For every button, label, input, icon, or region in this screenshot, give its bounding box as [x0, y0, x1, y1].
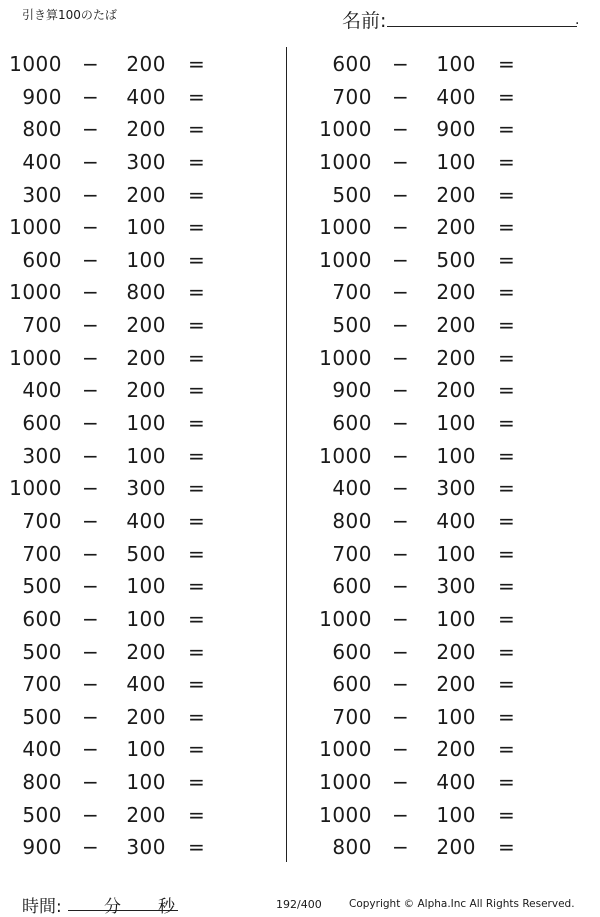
problem-row: [310, 275, 600, 308]
seconds-label: 秒: [158, 897, 175, 917]
problem-row: [0, 798, 290, 831]
subtrahend: 400: [436, 84, 476, 109]
equals-sign: =: [188, 737, 206, 762]
equals-sign: =: [188, 149, 206, 174]
equals-sign: =: [498, 313, 516, 338]
minus-sign: −: [392, 280, 410, 305]
problem-row: [310, 210, 600, 243]
subtrahend: 100: [436, 149, 476, 174]
problem-row: [310, 504, 600, 537]
minus-sign: −: [392, 182, 410, 207]
minuend: 600: [332, 411, 372, 436]
minuend: 800: [22, 117, 62, 142]
equals-sign: =: [188, 639, 206, 664]
minuend: 700: [332, 280, 372, 305]
equals-sign: =: [498, 737, 516, 762]
problem-row: [310, 798, 600, 831]
equals-sign: =: [188, 345, 206, 370]
minus-sign: −: [82, 704, 100, 729]
equals-sign: =: [188, 606, 206, 631]
subtrahend: 900: [436, 117, 476, 142]
subtrahend: 200: [436, 639, 476, 664]
minuend: 800: [332, 835, 372, 860]
problem-row: [310, 830, 600, 863]
equals-sign: =: [188, 247, 206, 272]
minuend: 800: [22, 770, 62, 795]
minutes-label: 分: [104, 897, 121, 917]
minus-sign: −: [82, 247, 100, 272]
subtrahend: 200: [436, 215, 476, 240]
minus-sign: −: [392, 574, 410, 599]
equals-sign: =: [498, 704, 516, 729]
minus-sign: −: [82, 835, 100, 860]
minuend: 600: [22, 411, 62, 436]
problem-row: [310, 341, 600, 374]
minuend: 500: [22, 802, 62, 827]
minus-sign: −: [82, 476, 100, 501]
minus-sign: −: [392, 443, 410, 468]
equals-sign: =: [498, 280, 516, 305]
subtrahend: 200: [126, 52, 166, 76]
minus-sign: −: [82, 672, 100, 697]
minuend: 900: [22, 835, 62, 860]
problem-row: [310, 439, 600, 472]
minus-sign: −: [392, 672, 410, 697]
equals-sign: =: [498, 117, 516, 142]
subtrahend: 400: [126, 672, 166, 697]
problem-row: [310, 471, 600, 504]
problem-row: [0, 700, 290, 733]
minuend: 600: [332, 52, 372, 76]
problem-row: [310, 700, 600, 733]
subtrahend: 300: [126, 149, 166, 174]
problem-row: [0, 308, 290, 341]
name-line: [387, 26, 577, 27]
right-problem-column: [310, 47, 600, 863]
minus-sign: −: [82, 378, 100, 403]
problem-row: [0, 406, 290, 439]
minuend: 600: [332, 574, 372, 599]
equals-sign: =: [188, 541, 206, 566]
minuend: 900: [22, 84, 62, 109]
subtrahend: 100: [126, 443, 166, 468]
problem-row: [0, 830, 290, 863]
subtrahend: 100: [436, 802, 476, 827]
subtrahend: 200: [436, 280, 476, 305]
subtrahend: 300: [126, 476, 166, 501]
equals-sign: =: [498, 508, 516, 533]
equals-sign: =: [498, 378, 516, 403]
subtrahend: 500: [436, 247, 476, 272]
minuend: 500: [22, 704, 62, 729]
subtrahend: 100: [126, 606, 166, 631]
equals-sign: =: [188, 378, 206, 403]
equals-sign: =: [188, 117, 206, 142]
problem-row: [0, 80, 290, 113]
equals-sign: =: [498, 443, 516, 468]
minus-sign: −: [392, 704, 410, 729]
problem-row: [310, 732, 600, 765]
equals-sign: =: [188, 182, 206, 207]
minus-sign: −: [82, 574, 100, 599]
minus-sign: −: [392, 411, 410, 436]
minuend: 1000: [9, 345, 62, 370]
minus-sign: −: [82, 345, 100, 370]
minus-sign: −: [392, 345, 410, 370]
subtrahend: 200: [436, 737, 476, 762]
minus-sign: −: [392, 835, 410, 860]
equals-sign: =: [498, 182, 516, 207]
problem-row: [0, 47, 290, 80]
minuend: 700: [22, 541, 62, 566]
subtrahend: 400: [126, 508, 166, 533]
problem-row: [0, 439, 290, 472]
minuend: 1000: [319, 737, 372, 762]
subtrahend: 200: [126, 704, 166, 729]
equals-sign: =: [498, 411, 516, 436]
problem-row: [0, 145, 290, 178]
minuend: 500: [22, 574, 62, 599]
subtrahend: 100: [436, 443, 476, 468]
equals-sign: =: [188, 508, 206, 533]
minus-sign: −: [392, 606, 410, 631]
equals-sign: =: [188, 280, 206, 305]
problem-row: [310, 112, 600, 145]
minuend: 700: [332, 541, 372, 566]
equals-sign: =: [188, 802, 206, 827]
equals-sign: =: [498, 215, 516, 240]
equals-sign: =: [188, 672, 206, 697]
subtrahend: 200: [436, 378, 476, 403]
subtrahend: 100: [126, 737, 166, 762]
name-dot: .: [575, 12, 580, 28]
problem-row: [310, 80, 600, 113]
minuend: 1000: [319, 215, 372, 240]
minuend: 1000: [9, 476, 62, 501]
subtrahend: 200: [126, 802, 166, 827]
equals-sign: =: [188, 313, 206, 338]
subtrahend: 100: [126, 574, 166, 599]
problem-row: [0, 275, 290, 308]
minuend: 600: [22, 247, 62, 272]
worksheet-title: 引き算100のたば: [22, 8, 117, 22]
minus-sign: −: [392, 247, 410, 272]
minuend: 300: [22, 443, 62, 468]
subtrahend: 100: [126, 247, 166, 272]
minuend: 1000: [319, 606, 372, 631]
minus-sign: −: [82, 606, 100, 631]
problem-row: [0, 341, 290, 374]
problem-row: [0, 602, 290, 635]
problem-row: [310, 537, 600, 570]
minuend: 1000: [319, 345, 372, 370]
problem-row: [310, 308, 600, 341]
minuend: 400: [22, 737, 62, 762]
minus-sign: −: [82, 52, 100, 76]
problem-row: [0, 765, 290, 798]
minus-sign: −: [392, 639, 410, 664]
subtrahend: 100: [126, 411, 166, 436]
subtrahend: 100: [436, 541, 476, 566]
subtrahend: 100: [436, 52, 476, 76]
problem-row: [310, 178, 600, 211]
minus-sign: −: [392, 215, 410, 240]
minus-sign: −: [82, 182, 100, 207]
equals-sign: =: [188, 476, 206, 501]
problem-row: [0, 732, 290, 765]
minuend: 1000: [9, 280, 62, 305]
subtrahend: 100: [436, 704, 476, 729]
equals-sign: =: [188, 704, 206, 729]
subtrahend: 200: [436, 182, 476, 207]
problem-row: [310, 667, 600, 700]
minus-sign: −: [82, 802, 100, 827]
equals-sign: =: [188, 411, 206, 436]
subtrahend: 200: [126, 378, 166, 403]
equals-sign: =: [188, 443, 206, 468]
equals-sign: =: [498, 606, 516, 631]
equals-sign: =: [188, 770, 206, 795]
subtrahend: 200: [126, 345, 166, 370]
problem-row: [310, 635, 600, 668]
subtrahend: 100: [436, 606, 476, 631]
equals-sign: =: [498, 149, 516, 174]
equals-sign: =: [498, 802, 516, 827]
minus-sign: −: [82, 639, 100, 664]
problem-row: [310, 47, 600, 80]
minuend: 600: [332, 639, 372, 664]
minuend: 300: [22, 182, 62, 207]
problem-row: [0, 178, 290, 211]
subtrahend: 300: [436, 476, 476, 501]
minus-sign: −: [392, 149, 410, 174]
subtrahend: 300: [126, 835, 166, 860]
minuend: 1000: [319, 770, 372, 795]
minus-sign: −: [82, 313, 100, 338]
minus-sign: −: [82, 84, 100, 109]
equals-sign: =: [498, 345, 516, 370]
time-label: 時間:: [22, 897, 62, 917]
minuend: 700: [332, 704, 372, 729]
minus-sign: −: [82, 443, 100, 468]
subtrahend: 200: [126, 182, 166, 207]
minus-sign: −: [392, 802, 410, 827]
problem-row: [310, 406, 600, 439]
name-label: 名前:: [342, 10, 387, 32]
subtrahend: 400: [126, 84, 166, 109]
minus-sign: −: [82, 770, 100, 795]
minus-sign: −: [392, 84, 410, 109]
minuend: 1000: [319, 802, 372, 827]
problem-row: [310, 243, 600, 276]
subtrahend: 100: [436, 411, 476, 436]
equals-sign: =: [188, 835, 206, 860]
equals-sign: =: [188, 52, 206, 76]
minus-sign: −: [82, 411, 100, 436]
minuend: 600: [22, 606, 62, 631]
minus-sign: −: [392, 378, 410, 403]
minus-sign: −: [82, 737, 100, 762]
minuend: 700: [22, 313, 62, 338]
equals-sign: =: [498, 84, 516, 109]
equals-sign: =: [188, 215, 206, 240]
minuend: 400: [332, 476, 372, 501]
minus-sign: −: [82, 117, 100, 142]
equals-sign: =: [498, 247, 516, 272]
problem-row: [310, 765, 600, 798]
problem-row: [310, 602, 600, 635]
subtrahend: 200: [126, 117, 166, 142]
problem-row: [0, 210, 290, 243]
problem-row: [0, 537, 290, 570]
minuend: 1000: [319, 247, 372, 272]
subtrahend: 300: [436, 574, 476, 599]
minus-sign: −: [82, 149, 100, 174]
equals-sign: =: [498, 541, 516, 566]
left-problem-column: [0, 47, 290, 863]
minuend: 500: [332, 182, 372, 207]
minus-sign: −: [392, 476, 410, 501]
problem-row: [310, 373, 600, 406]
equals-sign: =: [498, 574, 516, 599]
problem-row: [0, 667, 290, 700]
problem-row: [0, 373, 290, 406]
minus-sign: −: [392, 770, 410, 795]
subtrahend: 200: [126, 313, 166, 338]
minus-sign: −: [392, 52, 410, 76]
minuend: 600: [332, 672, 372, 697]
problem-row: [0, 471, 290, 504]
minuend: 500: [22, 639, 62, 664]
problem-row: [0, 569, 290, 602]
minus-sign: −: [82, 280, 100, 305]
minuend: 500: [332, 313, 372, 338]
minuend: 1000: [319, 117, 372, 142]
problem-row: [310, 145, 600, 178]
minuend: 400: [22, 378, 62, 403]
copyright: Copyright © Alpha.Inc All Rights Reserved.: [349, 898, 575, 910]
minuend: 1000: [9, 215, 62, 240]
subtrahend: 400: [436, 770, 476, 795]
problem-row: [0, 504, 290, 537]
minus-sign: −: [392, 117, 410, 142]
minuend: 800: [332, 508, 372, 533]
problem-row: [0, 243, 290, 276]
minuend: 1000: [9, 52, 62, 76]
subtrahend: 400: [436, 508, 476, 533]
problem-row: [0, 112, 290, 145]
subtrahend: 200: [436, 313, 476, 338]
minus-sign: −: [82, 541, 100, 566]
minus-sign: −: [82, 215, 100, 240]
minuend: 400: [22, 149, 62, 174]
minuend: 700: [22, 508, 62, 533]
minus-sign: −: [392, 313, 410, 338]
equals-sign: =: [188, 84, 206, 109]
equals-sign: =: [498, 835, 516, 860]
subtrahend: 200: [126, 639, 166, 664]
minuend: 1000: [319, 149, 372, 174]
subtrahend: 200: [436, 835, 476, 860]
subtrahend: 500: [126, 541, 166, 566]
minus-sign: −: [82, 508, 100, 533]
minus-sign: −: [392, 737, 410, 762]
subtrahend: 200: [436, 672, 476, 697]
problem-row: [0, 635, 290, 668]
problem-row: [310, 569, 600, 602]
minuend: 700: [332, 84, 372, 109]
minuend: 900: [332, 378, 372, 403]
minuend: 700: [22, 672, 62, 697]
subtrahend: 800: [126, 280, 166, 305]
equals-sign: =: [498, 672, 516, 697]
equals-sign: =: [188, 574, 206, 599]
minus-sign: −: [392, 508, 410, 533]
equals-sign: =: [498, 476, 516, 501]
column-divider: [286, 47, 287, 862]
equals-sign: =: [498, 639, 516, 664]
subtrahend: 100: [126, 215, 166, 240]
subtrahend: 200: [436, 345, 476, 370]
page-number: 192/400: [276, 898, 322, 911]
subtrahend: 100: [126, 770, 166, 795]
equals-sign: =: [498, 52, 516, 76]
equals-sign: =: [498, 770, 516, 795]
minuend: 1000: [319, 443, 372, 468]
minus-sign: −: [392, 541, 410, 566]
